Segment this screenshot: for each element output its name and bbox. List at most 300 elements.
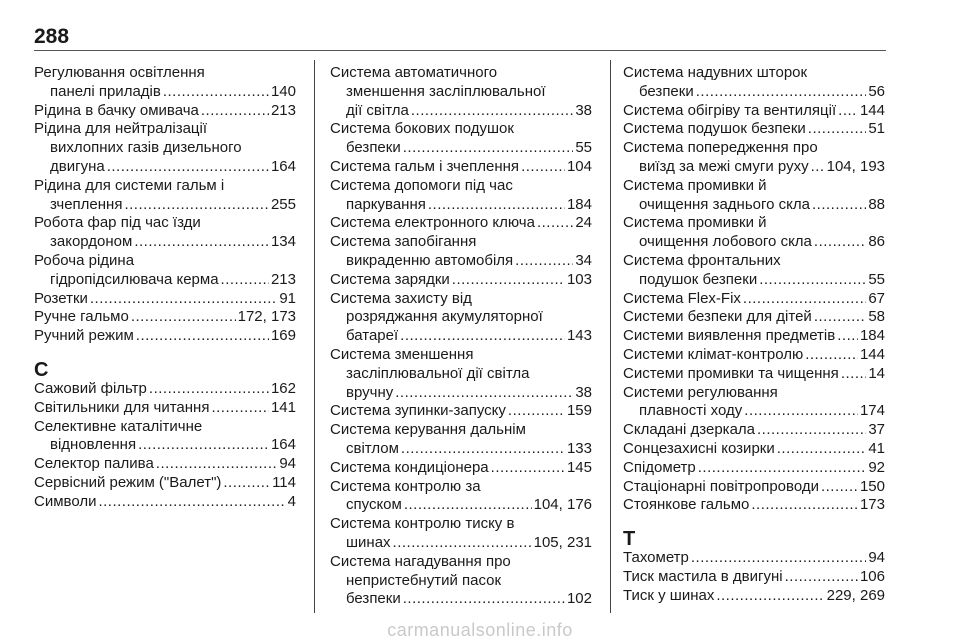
page-reference: 143 — [566, 327, 592, 345]
entry-term: Система промивки й — [623, 214, 767, 232]
entry-term: засліплювальної дії світла — [346, 364, 530, 382]
index-entry-line — [623, 402, 885, 421]
index-entry-line — [34, 214, 296, 233]
dot-leader — [411, 102, 573, 121]
index-entry — [330, 553, 592, 609]
index-entry-line — [34, 252, 296, 271]
index-entry-line — [330, 402, 592, 421]
entry-term: Система контролю тиску в — [330, 515, 515, 533]
index-entry-line — [34, 139, 296, 158]
page-reference: 24 — [575, 214, 592, 232]
dot-leader — [403, 139, 574, 158]
index-entry-line — [34, 327, 296, 346]
page-reference: 144 — [859, 345, 885, 363]
index-entry-line — [330, 459, 592, 478]
index-entry-line — [330, 102, 592, 121]
page-reference: 104 — [566, 157, 592, 175]
index-entry-line — [623, 177, 885, 196]
entry-term: Сервісний режим ("Валет") — [34, 473, 222, 491]
dot-leader — [223, 474, 270, 493]
index-entry-line — [34, 120, 296, 139]
index-entry-line — [330, 290, 592, 309]
entry-term: Ручне гальмо — [34, 308, 129, 326]
page-reference: 67 — [868, 289, 885, 307]
entry-term: Рідина для системи гальм і — [34, 176, 225, 194]
index-entry-line — [623, 158, 885, 177]
entry-term: Селективне каталітичне — [34, 417, 203, 435]
entry-term: безпеки — [346, 139, 401, 157]
dot-leader — [841, 365, 867, 384]
dot-leader — [124, 196, 269, 215]
entry-term: безпеки — [346, 590, 401, 608]
entry-term: Символи — [34, 492, 97, 510]
index-entry — [34, 327, 296, 346]
page-reference: 229, 269 — [826, 586, 885, 604]
entry-term: Тиск у шинах — [623, 586, 715, 604]
index-entry — [34, 102, 296, 121]
entry-term: очищення заднього скла — [639, 195, 810, 213]
entry-term: Стоянкове гальмо — [623, 496, 750, 514]
dot-leader — [696, 83, 867, 102]
index-entry — [623, 139, 885, 177]
index-entry — [330, 515, 592, 553]
dot-leader — [403, 590, 565, 609]
index-entry — [623, 587, 885, 606]
index-entry-line — [34, 493, 296, 512]
entry-term: Система гальм і зчеплення — [330, 157, 520, 175]
index-entry-line — [330, 365, 592, 384]
index-entry-line — [623, 308, 885, 327]
entry-term: закордоном — [50, 233, 133, 251]
page-reference: 213 — [270, 270, 296, 288]
entry-term: безпеки — [639, 82, 694, 100]
entry-term: Спідометр — [623, 458, 696, 476]
index-entry — [330, 271, 592, 290]
dot-leader — [211, 399, 269, 418]
index-entry-line — [330, 327, 592, 346]
dot-leader — [98, 493, 285, 512]
page-reference: 55 — [868, 270, 885, 288]
page-reference: 105, 231 — [533, 533, 592, 551]
index-entry — [330, 290, 592, 346]
header-rule — [34, 50, 886, 51]
dot-leader — [515, 252, 573, 271]
page-reference: 56 — [868, 82, 885, 100]
index-entry-line — [330, 120, 592, 139]
index-entry — [330, 64, 592, 120]
page-reference: 140 — [270, 82, 296, 100]
index-entry — [330, 421, 592, 459]
page-reference: 4 — [287, 492, 296, 510]
entry-term: очищення лобового скла — [639, 233, 812, 251]
index-entry — [34, 455, 296, 474]
dot-leader — [395, 384, 573, 403]
page-reference: 102 — [566, 590, 592, 608]
index-entry-line — [330, 572, 592, 591]
page-reference: 55 — [575, 139, 592, 157]
dot-leader — [107, 158, 269, 177]
entry-term: Регулювання освітлення — [34, 64, 205, 81]
index-entry — [330, 158, 592, 177]
entry-term: Система фронтальних — [623, 251, 781, 269]
index-entry-line — [623, 196, 885, 215]
index-entry — [330, 346, 592, 402]
index-entry — [34, 308, 296, 327]
dot-leader — [149, 380, 269, 399]
page-reference: 91 — [279, 289, 296, 307]
page-reference: 103 — [566, 270, 592, 288]
page-reference: 94 — [868, 549, 885, 567]
page-reference: 141 — [270, 398, 296, 416]
page-reference: 51 — [868, 120, 885, 138]
entry-term: викраденню автомобіля — [346, 251, 514, 269]
entry-term: Стаціонарні повітропроводи — [623, 477, 819, 495]
dot-leader — [537, 214, 573, 233]
entry-term: Робоча рідина — [34, 251, 135, 269]
dot-leader — [698, 459, 867, 478]
index-entry — [34, 474, 296, 493]
entry-term: Світильники для читання — [34, 398, 210, 416]
entry-term: непристебнутий пасок — [346, 571, 502, 589]
index-entry-line — [330, 590, 592, 609]
index-entry — [34, 380, 296, 399]
entry-term: гідропідсилювача керма — [50, 270, 219, 288]
index-entry — [34, 252, 296, 290]
index-entry — [34, 64, 296, 102]
index-entry-line — [623, 478, 885, 497]
index-entry-line — [330, 308, 592, 327]
index-entry — [34, 214, 296, 252]
entry-term: двигуна — [50, 157, 105, 175]
page-reference: 86 — [868, 233, 885, 251]
index-entry-line — [623, 233, 885, 252]
entry-term: зчеплення — [50, 195, 123, 213]
page-number: 288 — [34, 25, 70, 48]
index-entry — [34, 418, 296, 456]
index-entry — [34, 177, 296, 215]
dot-leader — [716, 587, 824, 606]
dot-leader — [821, 478, 858, 497]
entry-term: Системи виявлення предметів — [623, 327, 836, 345]
entry-term: Рідина для нейтралізації — [34, 120, 208, 138]
index-entry — [330, 120, 592, 158]
dot-leader — [785, 568, 858, 587]
page-reference: 174 — [859, 402, 885, 420]
entry-term: Розетки — [34, 289, 88, 307]
index-entry — [34, 399, 296, 418]
index-entry-line — [34, 158, 296, 177]
watermark: carmanualsonline.info — [387, 620, 573, 640]
dot-leader — [163, 83, 269, 102]
page-reference: 104, 176 — [533, 496, 592, 514]
entry-term: Система промивки й — [623, 176, 767, 194]
index-entry — [330, 459, 592, 478]
index-entry-line — [330, 139, 592, 158]
entry-term: зменшення засліплювальної — [346, 82, 546, 100]
dot-leader — [491, 459, 565, 478]
entry-term: Система бокових подушок — [330, 120, 514, 138]
index-entry-line — [330, 553, 592, 572]
page-reference: 172, 173 — [237, 308, 296, 326]
index-entry — [330, 402, 592, 421]
dot-leader — [508, 402, 565, 421]
index-entry — [623, 496, 885, 515]
dot-leader — [838, 102, 858, 121]
index-entry-line — [330, 158, 592, 177]
page-reference: 38 — [575, 383, 592, 401]
index-entry — [34, 493, 296, 512]
index-entry — [34, 120, 296, 176]
index-entry-line — [34, 380, 296, 399]
section-letter: Т — [623, 528, 636, 551]
entry-term: Тахометр — [623, 549, 689, 567]
dot-leader — [751, 496, 858, 515]
entry-term: Система попередження про — [623, 139, 818, 157]
index-entry-line — [623, 496, 885, 515]
index-entry-line — [34, 290, 296, 309]
page-reference: 37 — [868, 421, 885, 439]
dot-leader — [401, 440, 565, 459]
entry-term: Ручний режим — [34, 327, 134, 345]
entry-term: Система зупинки-запуску — [330, 402, 506, 420]
index-entry-line — [623, 214, 885, 233]
dot-leader — [812, 196, 866, 215]
dot-leader — [452, 271, 565, 290]
index-entry-line — [34, 233, 296, 252]
index-entry — [623, 549, 885, 568]
index-entry-line — [34, 418, 296, 437]
entry-term: Система обігріву та вентиляції — [623, 101, 837, 119]
entry-term: Система захисту від — [330, 289, 472, 307]
index-entry — [330, 214, 592, 233]
section-letter: С — [34, 358, 49, 381]
entry-term: Система допомоги під час — [330, 176, 513, 194]
index-entry — [623, 290, 885, 309]
index-entry-line — [34, 83, 296, 102]
entry-term: Сажовий фільтр — [34, 379, 147, 397]
entry-term: подушок безпеки — [639, 270, 758, 288]
dot-leader — [757, 421, 866, 440]
dot-leader — [201, 102, 269, 121]
index-entry-line — [623, 384, 885, 403]
dot-leader — [814, 308, 867, 327]
index-entry-line — [623, 421, 885, 440]
index-entry-line — [34, 196, 296, 215]
entry-term: Складані дзеркала — [623, 421, 756, 439]
page-reference: 114 — [272, 473, 296, 491]
page-reference: 150 — [859, 477, 885, 495]
dot-leader — [837, 327, 858, 346]
index-entry-line — [623, 120, 885, 139]
page-reference: 133 — [566, 439, 592, 457]
index-entry-line — [623, 587, 885, 606]
index-entry-line — [330, 271, 592, 290]
dot-leader — [805, 346, 858, 365]
dot-leader — [814, 233, 866, 252]
index-entry-line — [623, 102, 885, 121]
index-entry-line — [330, 177, 592, 196]
page-reference: 41 — [868, 439, 885, 457]
index-entry — [623, 214, 885, 252]
index-entry — [623, 252, 885, 290]
index-entry-line — [623, 290, 885, 309]
index-entry — [623, 365, 885, 384]
entry-term: вихлопних газів дизельного — [50, 139, 242, 157]
entry-term: Рідина в бачку омивача — [34, 101, 199, 119]
index-column-3 — [623, 64, 885, 606]
entry-term: Система кондиціонера — [330, 458, 489, 476]
index-entry-line — [330, 478, 592, 497]
index-entry-line — [330, 83, 592, 102]
index-entry — [330, 177, 592, 215]
index-entry-line — [330, 515, 592, 534]
page-reference: 159 — [566, 402, 592, 420]
entry-term: Системи безпеки для дітей — [623, 308, 812, 326]
page-reference: 106 — [859, 567, 885, 585]
entry-term: Система автоматичного — [330, 64, 498, 81]
page-reference: 14 — [868, 364, 885, 382]
index-entry-line — [623, 327, 885, 346]
index-entry-line — [330, 346, 592, 365]
index-entry — [330, 233, 592, 271]
index-entry-line — [623, 346, 885, 365]
index-entry — [623, 459, 885, 478]
entry-term: спуском — [346, 496, 402, 514]
dot-leader — [138, 436, 269, 455]
index-entry — [623, 102, 885, 121]
index-entry-line — [330, 233, 592, 252]
page-reference: 92 — [868, 458, 885, 476]
index-entry-line — [330, 384, 592, 403]
entry-term: батареї — [346, 327, 399, 345]
index-entry — [623, 177, 885, 215]
dot-leader — [811, 158, 825, 177]
page-reference: 184 — [859, 327, 885, 345]
index-entry-line — [330, 196, 592, 215]
entry-term: Система контролю за — [330, 477, 481, 495]
index-entry-line — [34, 399, 296, 418]
index-entry — [623, 421, 885, 440]
index-entry — [623, 568, 885, 587]
index-entry-line — [623, 568, 885, 587]
page-reference: 88 — [868, 195, 885, 213]
index-entry-line — [330, 214, 592, 233]
entry-term: Система подушок безпеки — [623, 120, 806, 138]
page-reference: 38 — [575, 101, 592, 119]
index-entry-line — [34, 271, 296, 290]
index-entry-line — [330, 440, 592, 459]
index-entry-line — [34, 436, 296, 455]
entry-term: вручну — [346, 383, 394, 401]
index-entry-line — [34, 177, 296, 196]
index-column-2 — [330, 64, 592, 609]
dot-leader — [90, 290, 277, 309]
index-entry-line — [623, 271, 885, 290]
index-entry-line — [34, 64, 296, 83]
index-column-1 — [34, 64, 296, 512]
index-entry — [623, 478, 885, 497]
index-entry-line — [34, 474, 296, 493]
index-entry — [330, 478, 592, 516]
dot-leader — [808, 120, 867, 139]
dot-leader — [221, 271, 269, 290]
dot-leader — [691, 549, 866, 568]
index-entry-line — [623, 64, 885, 83]
page-reference: 162 — [270, 379, 296, 397]
index-entry — [623, 346, 885, 365]
entry-term: Система нагадування про — [330, 552, 511, 570]
entry-term: світлом — [346, 439, 399, 457]
dot-leader — [156, 455, 278, 474]
page-reference: 255 — [270, 195, 296, 213]
index-entry-line — [623, 252, 885, 271]
page-reference: 134 — [270, 233, 296, 251]
entry-term: плавності ходу — [639, 402, 743, 420]
index-entry — [623, 327, 885, 346]
entry-term: паркування — [346, 195, 426, 213]
entry-term: Система Flex-Fix — [623, 289, 741, 307]
dot-leader — [131, 308, 236, 327]
page-reference: 94 — [279, 455, 296, 473]
entry-term: Система зменшення — [330, 345, 474, 363]
entry-term: Система надувних шторок — [623, 64, 808, 81]
column-divider-2 — [610, 60, 611, 613]
entry-term: Робота фар під час їзди — [34, 214, 201, 232]
dot-leader — [400, 327, 565, 346]
entry-term: Система запобігання — [330, 233, 477, 251]
dot-leader — [743, 290, 866, 309]
entry-term: Система керування дальнім — [330, 421, 526, 439]
index-entry-line — [34, 308, 296, 327]
page-reference: 104, 193 — [826, 157, 885, 175]
dot-leader — [428, 196, 565, 215]
index-entry-line — [330, 252, 592, 271]
entry-term: виїзд за межі смуги руху — [639, 157, 809, 175]
page-reference: 164 — [270, 157, 296, 175]
entry-term: панелі приладів — [50, 82, 161, 100]
entry-term: Система зарядки — [330, 270, 450, 288]
dot-leader — [744, 402, 858, 421]
entry-term: дії світла — [346, 101, 409, 119]
index-entry-line — [623, 459, 885, 478]
entry-term: шинах — [346, 533, 391, 551]
index-entry-line — [623, 440, 885, 459]
entry-term: Системи регулювання — [623, 383, 778, 401]
page-reference: 184 — [566, 195, 592, 213]
index-entry — [623, 120, 885, 139]
entry-term: розряджання акумуляторної — [346, 308, 543, 326]
index-entry — [34, 290, 296, 309]
page-reference: 164 — [270, 436, 296, 454]
page-reference: 144 — [859, 101, 885, 119]
dot-leader — [759, 271, 866, 290]
index-entry — [623, 64, 885, 102]
page-reference: 173 — [859, 496, 885, 514]
dot-leader — [404, 496, 532, 515]
index-entry — [623, 440, 885, 459]
dot-leader — [393, 534, 532, 553]
entry-term: Сонцезахисні козирки — [623, 439, 775, 457]
entry-term: відновлення — [50, 436, 137, 454]
index-entry-line — [623, 83, 885, 102]
entry-term: Системи клімат-контролю — [623, 345, 804, 363]
index-entry-line — [330, 534, 592, 553]
dot-leader — [521, 158, 565, 177]
entry-term: Тиск мастила в двигуні — [623, 567, 783, 585]
index-entry-line — [330, 421, 592, 440]
page-reference: 58 — [868, 308, 885, 326]
index-entry — [623, 308, 885, 327]
